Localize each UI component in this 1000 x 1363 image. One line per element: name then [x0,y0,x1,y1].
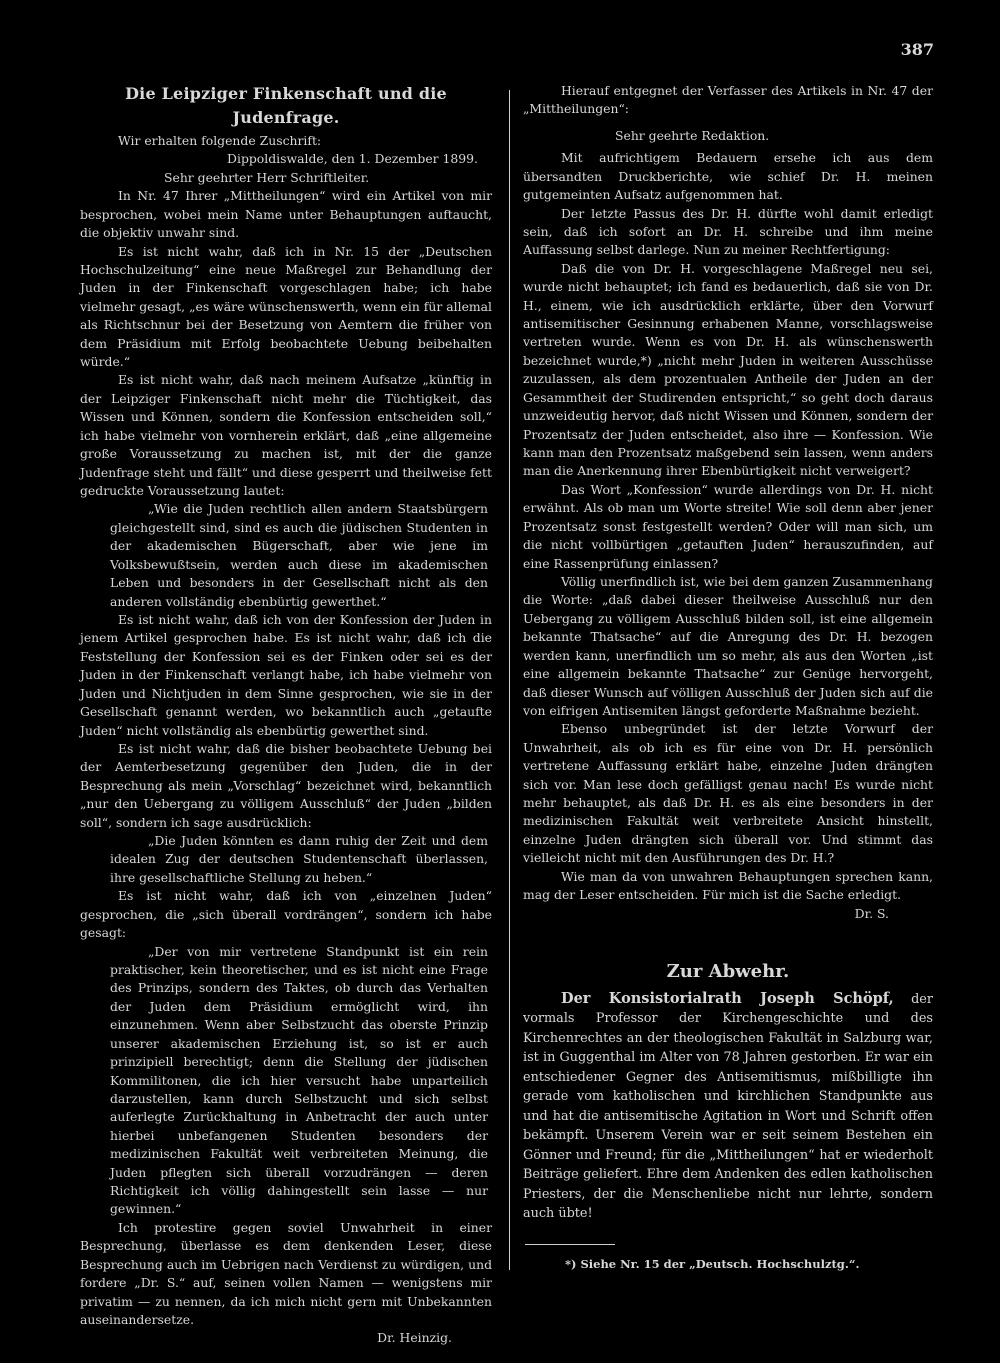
paragraph: Es ist nicht wahr, daß nach meinem Aufsatze „künftig in der Leipziger Finkenschaft nicht mehr die Tüchtigkeit, das Wissen und Können, sondern die Konfession entscheiden soll,“ ich habe vielmehr von vornherein erklärt, daß „eine allgemeine große Voraussetzung zu machen ist, mit der die ganze Judenfrage steht und fällt“ und diese gesperrt und theilweise fett gedruckte Voraussetzung lautet: [80,372,492,499]
paragraph: Der letzte Passus des Dr. H. dürfte wohl damit erledigt sein, daß ich sofort an Dr. H. schreibe und ihm meine Auffassung selbst darlege. Nun zu meiner Rechtfertigung: [523,205,933,258]
block-quote: „Die Juden könnten es dann ruhig der Zeit und dem idealen Zug der deutschen Studentenschaft überlassen, ihre gesellschaftliche Stellung zu heben.“ [110,833,488,885]
section-title: Zur Abwehr. [666,960,790,982]
paragraph: Völlig unerfindlich ist, wie bei dem ganzen Zusammenhang die Worte: „daß dabei dieser theilweise Ausschluß nur den Uebergang zu völligem Ausschluß bilden soll, ist eine allgemein bekannte Thatsache“ auf die Anregung des Dr. H. bezogen werden kann, unerfindlich um so mehr, als aus den Worten „ist eine allgemein bekannte Thatsache“ zur Genüge hervorgeht, daß dieser Wunsch auf völligen Ausschluß der Juden sich auf die von eifrigen Antisemiten längst geforderte Maßnahme bezieht. [523,573,933,718]
footnote: *) Siehe Nr. 15 der „Deutsch. Hochschulztg.“. [565,1256,860,1271]
paragraph: Es ist nicht wahr, daß ich von „einzelnen Juden“ gesprochen, die „sich überall vordrängen“, sondern ich habe gesagt: [80,888,492,941]
obituary-name: Der Konsistorialrath Joseph Schöpf, [561,989,894,1007]
paragraph: In Nr. 47 Ihrer „Mittheilungen“ wird ein Artikel von mir besprochen, wobei mein Name unter Behauptungen auftaucht, die objektiv unwahr sind. [80,188,492,241]
letter-salutation: Sehr geehrter Herr Schriftleiter. [164,169,370,185]
obituary-paragraph [523,989,933,1224]
letter-salutation: Sehr geehrte Redaktion. [615,127,770,143]
letter-dateline: Dippoldiswalde, den 1. Dezember 1899. [227,151,478,167]
article-intro: Wir erhalten folgende Zuschrift: [118,133,322,148]
page-number: 387 [900,40,934,59]
letter-signature: Dr. Heinzig. [377,1330,452,1346]
paragraph: Mit aufrichtigem Bedauern ersehe ich aus dem übersandten Druckberichte, wie schief Dr. H. meinen gutgemeinten Aufsatz aufgenommen hat. [523,150,933,203]
paragraph: Wie man da von unwahren Behauptungen sprechen kann, mag der Leser entscheiden. Für mich ist die Sache erledigt. [523,868,933,903]
letter-signature: Dr. S. [854,905,889,921]
paragraph: Hierauf entgegnet der Verfasser des Artikels in Nr. 47 der „Mittheilungen“: [523,83,933,117]
paragraph: Daß die von Dr. H. vorgeschlagene Maßregel neu sei, wurde nicht behauptet; ich fand es bedauerlich, daß sie von Dr. H., einem, wie ich ausdrücklich erklärte, über den Vorwurf antisemitischer Gesinnung erhabenen Manne, vorschlagsweise vertreten wurde. Wenn es von Dr. H. als wünschenswerth bezeichnet wurde,*) „nicht mehr Juden in weiteren Ausschüsse zuzulassen, als dem prozentualen Antheile der Juden an der Gesammtheit der Studirenden entspricht,“ so geht doch daraus unzweideutig hervor, daß nicht Wissen und Können, sondern der Prozentsatz der Juden entscheidet, also ihre — Konfession. Wie kann man den Prozentsatz maßgebend sein lassen, wenn anders man die Anerkennung ihrer Ebenbürtigkeit nicht verweigert? [523,260,933,479]
obituary-text: der vormals Professor der Kirchengeschichte und des Kirchenrechtes an der theologischen Fakultät in Salzburg war, ist in Guggenthal im Alter von 78 Jahren gestorben. Er war ein entschiedener Gegner des Antisemitismus, mißbilligte ihn gerade vom katholischen und kirchlichen Standpunkte aus und hat die antisemitische Agitation in Wort und Schrift offen bekämpft. Unserem Verein war er seit seinem Bestehen ein Gönner und Freund; für die „Mittheilungen“ hat er wiederholt Beiträge geliefert. Ehre dem Andenken des edlen katholischen Priesters, der die Menschenliebe nicht nur lehrte, sondern auch übte! [523,991,933,1222]
block-quote: „Der von mir vertretene Standpunkt ist ein rein praktischer, kein theoretischer, und es ist nicht eine Frage des Prinzips, sondern des Taktes, ob durch das Verhalten der Juden dem Präsidium ermöglicht wird, ihn einzunehmen. Wenn aber Selbstzucht das oberste Prinzip unserer akademischen Erziehung ist, so ist er auch prinzipiell berechtigt; denn die Stellung der jüdischen Kommilitonen, die ich hier versucht habe unparteilich darzustellen, kann durch Selbstzucht und sich selbst auferlegte Zurückhaltung in Anbetracht der auch unter hierbei unbefangenen Studenten besonders der medizinischen Fakultät weit verbreiteten Meinung, die Juden pflegten sich überall vorzudrängen — deren Richtigkeit ich völlig dahingestellt sein lasse — nur gewinnen.“ [110,943,488,1217]
column-divider [509,90,510,1270]
paragraph: Es ist nicht wahr, daß ich in Nr. 15 der „Deutschen Hochschulzeitung“ eine neue Maßregel zur Behandlung der Juden in der Finkenschaft vorgeschlagen habe; ich habe vielmehr gesagt, „es wäre wünschenswerth, wenn ein für allemal als Richtschnur bei der Besetzung von Aemtern die früher von dem Präsidium mit Erfolg beobachtete Uebung beibehalten würde.“ [80,243,492,370]
left-column [80,82,492,1348]
article-title: Die Leipziger Finkenschaft und die Judenfrage. [125,84,447,127]
right-column [523,82,933,1273]
paragraph: Ich protestire gegen soviel Unwahrheit in einer Besprechung, überlasse es dem denkenden Leser, diese Besprechung auch im Uebrigen nach Verdienst zu würdigen, und fordere „Dr. S.“ auf, seinen vollen Namen — wenigstens mir privatim — zu nennen, da ich mich nicht gern mit Unbekannten auseinandersetze. [80,1219,492,1327]
block-quote: „Wie die Juden rechtlich allen andern Staatsbürgern gleichgestellt sind, sind es auch die jüdischen Studenten in der akademischen Bügerschaft, aber wie jene im Volksbewußtsein, werden auch diese im akademischen Leben und besonders in der Gesellschaft nicht als den anderen vollständig ebenbürtig gewerthet.“ [110,501,488,609]
paragraph: Es ist nicht wahr, daß ich von der Konfession der Juden in jenem Artikel gesprochen habe. Es ist nicht wahr, daß ich die Feststellung der Konfession sei es der Finken oder sei es der Juden in der Finkenschaft verlangt habe, ich habe vielmehr von Juden und Nichtjuden in dem Sinne gesprochen, wie sie in der Gesellschaft genannt werden, wo bekanntlich auch „getaufte Juden“ nicht vollständig als ebenbürtig gewerthet sind. [80,611,492,738]
paragraph: Das Wort „Konfession“ wurde allerdings von Dr. H. nicht erwähnt. Als ob man um Worte streite! Wie soll denn aber jener Prozentsatz sonst festgestellt werden? Oder will man sich, um die nicht vollbürtigen „getauften Juden“ herauszufinden, auf eine Rassenprüfung einlassen? [523,481,933,571]
paragraph: Es ist nicht wahr, daß die bisher beobachtete Uebung bei der Aemterbesetzung gegenüber den Juden, die in der Besprechung als mein „Vorschlag“ bezeichnet wird, bekanntlich „nur den Uebergang zu völligem Ausschluß“ der Juden „bilden soll“, sondern ich sage ausdrücklich: [80,740,492,830]
paragraph: Ebenso unbegründet ist der letzte Vorwurf der Unwahrheit, als ob ich es für eine von Dr. H. persönlich vertretene Auffassung erklärt habe, einzelne Juden drängten sich vor. Man lese doch gefälligst genau nach! Es wurde nicht mehr behauptet, als daß Dr. H. es als eine besonders in der medizinischen Fakultät weit verbreitete Ansicht hinstellt, einzelne Juden drängten sich überall vor. Und stimmt das vielleicht nicht mit den Ausführungen des Dr. H.? [523,721,933,866]
footnote-rule [525,1244,615,1245]
